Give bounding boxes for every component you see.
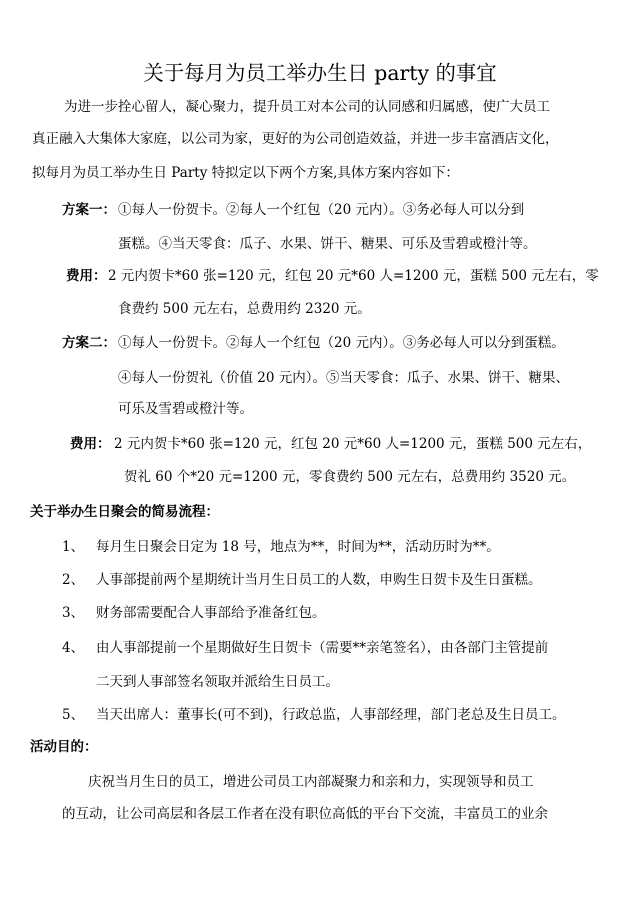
process-item-5-number: 5、	[62, 707, 85, 723]
plan2-cost-line-1: 2 元内贺卡*60 张=120 元，红包 20 元*60 人=1200 元，蛋糕 500 元左右，	[114, 436, 592, 452]
plan1-line-2: 蛋糕。④当天零食：瓜子、水果、饼干、糖果、可乐及雪碧或橙汁等。	[118, 236, 537, 252]
process-item-4-number: 4、	[62, 640, 85, 656]
plan2-line-3: 可乐及雪碧或橙汁等。	[118, 401, 253, 417]
process-item-4-text-2: 二天到人事部签名领取并派给生日员工。	[96, 674, 339, 690]
purpose-line-1: 庆祝当月生日的员工，增进公司员工内部凝聚力和亲和力，实现领导和员工	[88, 774, 534, 790]
process-item-1-text: 每月生日聚会日定为 18 号，地点为**，时间为**，活动历时为**。	[96, 539, 500, 555]
intro-line-2: 真正融入大集体大家庭，以公司为家，更好的为公司创造效益，并进一步丰富酒店文化，	[32, 131, 559, 147]
plan2-cost-label: 费用：	[70, 436, 111, 452]
process-item-5-text: 当天出席人：董事长(可不到)，行政总监，人事部经理，部门老总及生日员工。	[96, 707, 566, 723]
plan2-label: 方案二：	[62, 335, 116, 351]
plan2-line-2: ④每人一份贺礼（价值 20 元内）。⑤当天零食：瓜子、水果、饼干、糖果、	[118, 370, 570, 386]
plan2-cost-line-2: 贺礼 60 个*20 元=1200 元，零食费约 500 元左右，总费用约 3520 元。	[124, 469, 576, 485]
process-item-4-text-1: 由人事部提前一个星期做好生日贺卡（需要**亲笔签名），由各部门主管提前	[96, 640, 549, 656]
process-item-2-number: 2、	[62, 572, 85, 588]
process-item-2-text: 人事部提前两个星期统计当月生日员工的人数，申购生日贺卡及生日蛋糕。	[96, 572, 542, 588]
plan2-line-1: ①每人一份贺卡。②每人一个红包（20 元内）。③务必每人可以分到蛋糕。	[118, 335, 565, 351]
plan1-cost-line-2: 食费约 500 元左右，总费用约 2320 元。	[118, 301, 371, 317]
process-item-1-number: 1、	[62, 539, 85, 555]
process-item-3-number: 3、	[62, 605, 85, 621]
plan1-label: 方案一：	[62, 202, 116, 218]
document-title: 关于每月为员工举办生日 party 的事宜	[143, 61, 497, 85]
process-heading: 关于举办生日聚会的简易流程：	[30, 504, 219, 520]
intro-line-3: 拟每月为员工举办生日 Party 特拟定以下两个方案,具体方案内容如下：	[32, 165, 459, 181]
purpose-line-2: 的互动，让公司高层和各层工作者在没有职位高低的平台下交流，丰富员工的业余	[62, 806, 548, 822]
process-item-3-text: 财务部需要配合人事部给予准备红包。	[96, 605, 326, 621]
plan1-cost-line-1: 2 元内贺卡*60 张=120 元，红包 20 元*60 人=1200 元，蛋糕 500 元左右，零	[108, 268, 599, 284]
intro-line-1: 为进一步拴心留人，凝心聚力，提升员工对本公司的认同感和归属感，使广大员工	[64, 99, 550, 115]
plan1-cost-label: 费用：	[66, 268, 107, 284]
purpose-heading: 活动目的：	[30, 739, 98, 755]
plan1-line-1: ①每人一份贺卡。②每人一个红包（20 元内）。③务必每人可以分到	[118, 202, 525, 218]
